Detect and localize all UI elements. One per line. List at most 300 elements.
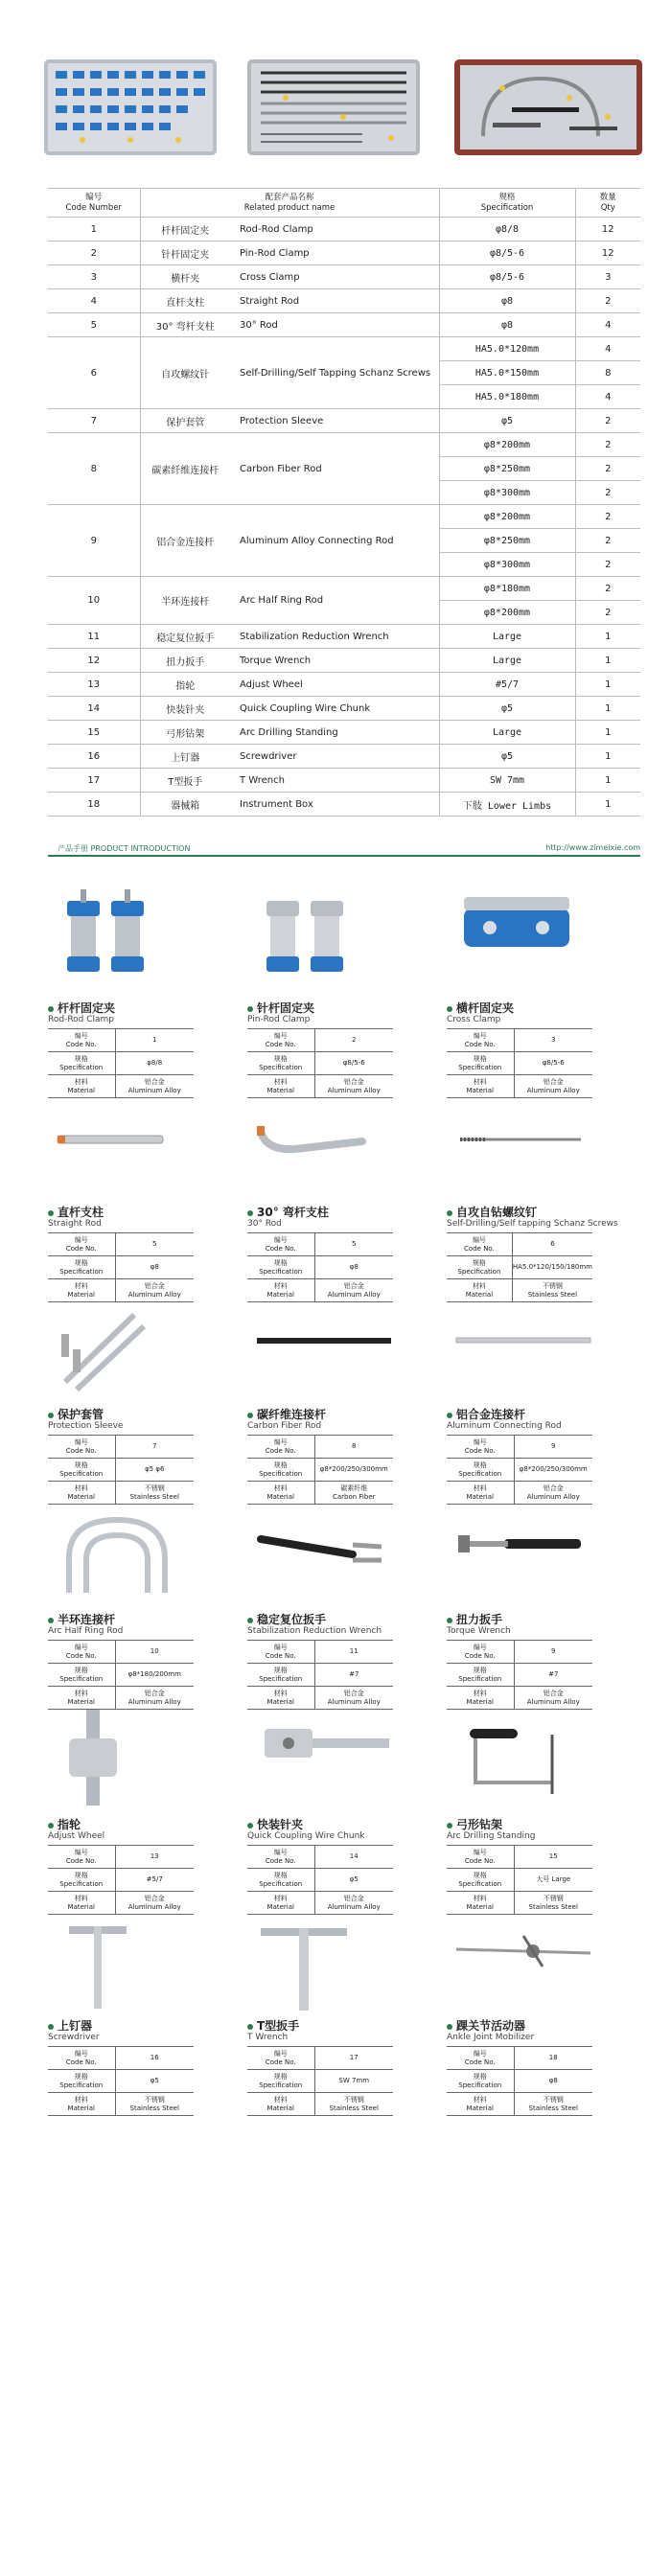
- table-row: [447, 1869, 592, 1892]
- catalog-item-title: 碳纤维连接杆: [247, 1406, 326, 1422]
- footer-brand: 产品手册 PRODUCT INTRODUCTION: [58, 844, 191, 853]
- row-code: 3: [48, 265, 140, 289]
- row-name-en: Straight Rod: [236, 289, 439, 313]
- row-qty: 8: [575, 361, 640, 385]
- row-spec: φ8*250mm: [439, 457, 575, 481]
- table-row: [447, 1846, 592, 1869]
- torque-wrench-icon: [447, 1501, 600, 1606]
- table-row: [247, 2093, 393, 2116]
- spec-value: 16: [115, 2047, 194, 2070]
- table-row: [48, 242, 640, 265]
- spec-key: 材料 Material: [247, 2093, 314, 2116]
- catalog-item-title: 保护套管: [48, 1406, 104, 1422]
- row-name-cn: 针杆固定夹: [140, 242, 236, 265]
- catalog-item-title: 半环连接杆: [48, 1611, 115, 1627]
- spec-value: 铝合金 Aluminum Alloy: [514, 1075, 592, 1098]
- spec-value: φ8*200/250/300mm: [314, 1459, 393, 1482]
- row-code: 7: [48, 409, 140, 433]
- straight-rod-icon: [48, 1093, 201, 1199]
- table-row: [447, 1029, 592, 1052]
- spec-key: 规格 Specification: [48, 1869, 115, 1892]
- spec-value: 14: [314, 1846, 393, 1869]
- row-spec: φ5: [439, 409, 575, 433]
- spec-key: 编号 Code No.: [48, 1846, 115, 1869]
- row-name-cn: T型扳手: [140, 769, 236, 793]
- reduction-wrench-icon: [247, 1501, 401, 1606]
- table-row: [247, 1664, 393, 1687]
- spec-value: 铝合金 Aluminum Alloy: [115, 1075, 194, 1098]
- spec-value: 不锈钢 Stainless Steel: [512, 1279, 592, 1302]
- spec-value: 1: [115, 1029, 194, 1052]
- spec-key: 编号 Code No.: [447, 1233, 512, 1256]
- table-row: [48, 1641, 194, 1664]
- table-row: [48, 265, 640, 289]
- spec-key: 编号 Code No.: [48, 1233, 115, 1256]
- table-row: [447, 1459, 592, 1482]
- row-code: 8: [48, 433, 140, 505]
- catalog-spec-table: [48, 1845, 194, 1915]
- row-qty: 1: [575, 673, 640, 697]
- row-spec: Large: [439, 625, 575, 649]
- table-row: [447, 1256, 592, 1279]
- spec-value: 17: [314, 2047, 393, 2070]
- row-code: 14: [48, 697, 140, 721]
- row-code: 9: [48, 505, 140, 577]
- spec-value: 7: [115, 1436, 194, 1459]
- table-row: [48, 1459, 194, 1482]
- bent-rod-icon: [247, 1093, 401, 1199]
- header-name: 配套产品名称 Related product name: [140, 189, 439, 218]
- row-spec: φ8/8: [439, 218, 575, 242]
- table-row: [48, 433, 640, 457]
- row-name-cn: 横杆夹: [140, 265, 236, 289]
- catalog-item-subtitle: Self-Drilling/Self tapping Schanz Screws: [447, 1219, 618, 1229]
- row-qty: 1: [575, 721, 640, 745]
- row-spec: HA5.0*150mm: [439, 361, 575, 385]
- spec-value: φ8: [314, 1256, 393, 1279]
- row-qty: 2: [575, 529, 640, 553]
- row-spec: HA5.0*180mm: [439, 385, 575, 409]
- table-row: [48, 505, 640, 529]
- spec-value: 9: [514, 1436, 592, 1459]
- row-name-en: Self-Drilling/Self Tapping Schanz Screws: [236, 337, 439, 409]
- spec-value: 铝合金 Aluminum Alloy: [115, 1687, 194, 1710]
- catalog-item-title: 指轮: [48, 1816, 81, 1832]
- row-name-cn: 器械箱: [140, 793, 236, 816]
- catalog-spec-table: [247, 1435, 393, 1505]
- spec-key: 编号 Code No.: [447, 1436, 514, 1459]
- catalog-item-subtitle: Aluminum Connecting Rod: [447, 1421, 562, 1431]
- spec-value: 11: [314, 1641, 393, 1664]
- row-spec: φ8/5-6: [439, 242, 575, 265]
- schanz-screw-icon: [447, 1093, 600, 1199]
- spec-value: 2: [314, 1029, 393, 1052]
- row-qty: 2: [575, 601, 640, 625]
- row-code: 13: [48, 673, 140, 697]
- spec-key: 编号 Code No.: [48, 2047, 115, 2070]
- spec-key: 规格 Specification: [247, 1664, 314, 1687]
- table-row: [48, 337, 640, 361]
- row-code: 1: [48, 218, 140, 242]
- table-row: [48, 2070, 194, 2093]
- table-row: [447, 2070, 592, 2093]
- row-name-en: T Wrench: [236, 769, 439, 793]
- spec-value: 铝合金 Aluminum Alloy: [314, 1279, 393, 1302]
- spec-key: 编号 Code No.: [48, 1641, 115, 1664]
- catalog-spec-table: [447, 2046, 592, 2116]
- catalog-item-subtitle: Arc Half Ring Rod: [48, 1626, 124, 1636]
- catalog-item-subtitle: Quick Coupling Wire Chunk: [247, 1831, 365, 1841]
- spec-table: [48, 188, 640, 816]
- header-qty: 数量 Qty: [575, 189, 640, 218]
- row-qty: 1: [575, 649, 640, 673]
- row-name-cn: 快装针夹: [140, 697, 236, 721]
- row-name-en: Rod-Rod Clamp: [236, 218, 439, 242]
- header-code: 编号 Code Number: [48, 189, 140, 218]
- table-row: [48, 721, 640, 745]
- row-qty: 4: [575, 385, 640, 409]
- tray-photo-tools: [454, 59, 642, 155]
- table-row: [247, 1459, 393, 1482]
- spec-value: 8: [314, 1436, 393, 1459]
- row-spec: φ5: [439, 745, 575, 769]
- catalog-spec-table: [247, 1640, 393, 1710]
- row-name-cn: 上钉器: [140, 745, 236, 769]
- spec-key: 规格 Specification: [48, 1459, 115, 1482]
- row-name-cn: 半环连接杆: [140, 577, 236, 625]
- spec-value: φ8: [514, 2070, 592, 2093]
- row-spec: φ8*200mm: [439, 601, 575, 625]
- table-row: [247, 1436, 393, 1459]
- spec-value: φ5 φ6: [115, 1459, 194, 1482]
- row-name-en: 30° Rod: [236, 313, 439, 337]
- catalog-spec-table: [247, 1845, 393, 1915]
- row-name-en: Screwdriver: [236, 745, 439, 769]
- catalog-item-subtitle: Cross Clamp: [447, 1015, 501, 1024]
- spec-value: 9: [514, 1641, 592, 1664]
- row-qty: 2: [575, 457, 640, 481]
- catalog-spec-table: [447, 1028, 592, 1098]
- catalog-item-subtitle: Screwdriver: [48, 2033, 100, 2042]
- table-row: [48, 1233, 194, 1256]
- spec-value: 铝合金 Aluminum Alloy: [314, 1687, 393, 1710]
- spec-key: 规格 Specification: [447, 2070, 514, 2093]
- table-row: [447, 1052, 592, 1075]
- table-row: [447, 1664, 592, 1687]
- catalog-item-title: 踝关节活动器: [447, 2017, 525, 2034]
- catalog-item-title: 自攻自钻螺纹钉: [447, 1204, 537, 1220]
- row-name-en: Aluminum Alloy Connecting Rod: [236, 505, 439, 577]
- row-code: 6: [48, 337, 140, 409]
- spec-value: 10: [115, 1641, 194, 1664]
- row-spec: φ8/5-6: [439, 265, 575, 289]
- spec-value: 铝合金 Aluminum Alloy: [115, 1892, 194, 1915]
- spec-key: 材料 Material: [48, 1892, 115, 1915]
- spec-key: 编号 Code No.: [48, 1029, 115, 1052]
- catalog-spec-table: [48, 2046, 194, 2116]
- spec-value: #7: [514, 1664, 592, 1687]
- spec-value: 18: [514, 2047, 592, 2070]
- spec-key: 材料 Material: [447, 1075, 514, 1098]
- row-name-cn: 直杆支柱: [140, 289, 236, 313]
- catalog-item-subtitle: Ankle Joint Mobilizer: [447, 2033, 535, 2042]
- catalog-spec-table: [247, 1232, 393, 1302]
- spec-value: #7: [314, 1664, 393, 1687]
- row-qty: 2: [575, 553, 640, 577]
- catalog-item-title: 铝合金连接杆: [447, 1406, 525, 1422]
- t-wrench-icon: [247, 1907, 401, 2012]
- spec-table-header: [48, 189, 640, 218]
- spec-value: 15: [514, 1846, 592, 1869]
- row-qty: 3: [575, 265, 640, 289]
- catalog-item-title: 快装针夹: [247, 1816, 303, 1832]
- row-qty: 2: [575, 577, 640, 601]
- catalog-item-title: 针杆固定夹: [247, 1000, 314, 1016]
- row-name-en: Stabilization Reduction Wrench: [236, 625, 439, 649]
- spec-key: 编号 Code No.: [447, 1846, 514, 1869]
- catalog-item-title: 直杆支柱: [48, 1204, 104, 1220]
- spec-key: 编号 Code No.: [247, 1641, 314, 1664]
- catalog-item-title: 上钉器: [48, 2017, 92, 2034]
- catalog-spec-table: [48, 1232, 194, 1302]
- spec-key: 规格 Specification: [48, 2070, 115, 2093]
- carbon-rod-icon: [247, 1296, 401, 1401]
- pin-rod-clamp-icon: [247, 889, 401, 995]
- catalog-item-subtitle: 30° Rod: [247, 1219, 282, 1229]
- row-qty: 2: [575, 289, 640, 313]
- catalog-item-subtitle: T Wrench: [247, 2033, 289, 2042]
- row-qty: 4: [575, 313, 640, 337]
- catalog-item-subtitle: Straight Rod: [48, 1219, 102, 1229]
- spec-value: φ8/5-6: [314, 1052, 393, 1075]
- catalog-spec-table: [48, 1028, 194, 1098]
- table-row: [247, 1641, 393, 1664]
- catalog-item-subtitle: Adjust Wheel: [48, 1831, 105, 1841]
- table-row: [48, 1052, 194, 1075]
- catalog-item-subtitle: Torque Wrench: [447, 1626, 511, 1636]
- row-code: 16: [48, 745, 140, 769]
- row-qty: 1: [575, 625, 640, 649]
- table-row: [247, 1846, 393, 1869]
- catalog-item-subtitle: Carbon Fiber Rod: [247, 1421, 322, 1431]
- row-spec: φ8: [439, 313, 575, 337]
- spec-value: 不锈钢 Stainless Steel: [115, 2093, 194, 2116]
- row-code: 11: [48, 625, 140, 649]
- table-row: [48, 1664, 194, 1687]
- table-row: [48, 625, 640, 649]
- catalog-spec-table: [447, 1845, 592, 1915]
- table-row: [48, 673, 640, 697]
- row-spec: φ8*180mm: [439, 577, 575, 601]
- table-row: [48, 1869, 194, 1892]
- spec-key: 材料 Material: [247, 1482, 314, 1505]
- row-code: 2: [48, 242, 140, 265]
- spec-key: 规格 Specification: [48, 1664, 115, 1687]
- catalog-item-subtitle: Protection Sleeve: [48, 1421, 124, 1431]
- spec-value: HA5.0*120/150/180mm: [512, 1256, 592, 1279]
- spec-value: 铝合金 Aluminum Alloy: [514, 1482, 592, 1505]
- half-ring-icon: [48, 1501, 201, 1606]
- row-qty: 2: [575, 481, 640, 505]
- rod-rod-clamp-icon: [48, 889, 201, 995]
- catalog-item-title: 弓形钻架: [447, 1816, 502, 1832]
- protection-sleeve-icon: [48, 1296, 201, 1401]
- table-row: [48, 313, 640, 337]
- quick-coupling-icon: [247, 1706, 401, 1811]
- spec-value: φ8/8: [115, 1052, 194, 1075]
- table-row: [48, 1846, 194, 1869]
- spec-value: φ5: [115, 2070, 194, 2093]
- row-name-en: Arc Half Ring Rod: [236, 577, 439, 625]
- row-spec: φ8*300mm: [439, 481, 575, 505]
- spec-key: 编号 Code No.: [247, 1233, 314, 1256]
- row-qty: 2: [575, 505, 640, 529]
- row-spec: SW 7mm: [439, 769, 575, 793]
- spec-key: 规格 Specification: [247, 1256, 314, 1279]
- spec-value: 铝合金 Aluminum Alloy: [314, 1075, 393, 1098]
- table-row: [48, 1256, 194, 1279]
- catalog-item-title: 横杆固定夹: [447, 1000, 514, 1016]
- spec-value: 5: [314, 1233, 393, 1256]
- spec-key: 材料 Material: [247, 1892, 314, 1915]
- spec-value: 大号 Large: [514, 1869, 592, 1892]
- row-qty: 12: [575, 218, 640, 242]
- spec-key: 材料 Material: [48, 1075, 115, 1098]
- footer-url: http://www.zimeixie.com: [545, 843, 640, 852]
- spec-key: 编号 Code No.: [48, 1436, 115, 1459]
- spec-key: 规格 Specification: [447, 1459, 514, 1482]
- row-name-en: Carbon Fiber Rod: [236, 433, 439, 505]
- table-row: [48, 745, 640, 769]
- spec-key: 编号 Code No.: [447, 1641, 514, 1664]
- catalog-spec-table: [247, 1028, 393, 1098]
- table-row: [48, 697, 640, 721]
- spec-key: 材料 Material: [247, 1687, 314, 1710]
- catalog-spec-table: [48, 1435, 194, 1505]
- catalog-item-title: 稳定复位扳手: [247, 1611, 326, 1627]
- row-spec: HA5.0*120mm: [439, 337, 575, 361]
- spec-key: 规格 Specification: [48, 1052, 115, 1075]
- spec-value: 铝合金 Aluminum Alloy: [514, 1687, 592, 1710]
- row-spec: φ5: [439, 697, 575, 721]
- table-row: [247, 1029, 393, 1052]
- catalog-item-subtitle: Rod-Rod Clamp: [48, 1015, 115, 1024]
- aluminum-rod-icon: [447, 1296, 600, 1401]
- spec-value: 5: [115, 1233, 194, 1256]
- row-code: 12: [48, 649, 140, 673]
- row-qty: 2: [575, 409, 640, 433]
- page-footer: [48, 841, 640, 857]
- spec-value: 3: [514, 1029, 592, 1052]
- instrument-box-photos: [44, 59, 640, 155]
- spec-key: 编号 Code No.: [247, 1436, 314, 1459]
- spec-value: φ8*200/250/300mm: [514, 1459, 592, 1482]
- table-row: [48, 793, 640, 816]
- spec-key: 编号 Code No.: [447, 1029, 514, 1052]
- spec-key: 材料 Material: [447, 1687, 514, 1710]
- row-qty: 1: [575, 745, 640, 769]
- row-name-cn: 稳定复位扳手: [140, 625, 236, 649]
- row-code: 18: [48, 793, 140, 816]
- row-name-cn: 铝合金连接杆: [140, 505, 236, 577]
- spec-key: 编号 Code No.: [247, 1029, 314, 1052]
- table-row: [48, 769, 640, 793]
- spec-value: φ8/5-6: [514, 1052, 592, 1075]
- row-name-cn: 弓形钻架: [140, 721, 236, 745]
- spec-value: 碳素纤维 Carbon Fiber: [314, 1482, 393, 1505]
- table-row: [48, 1436, 194, 1459]
- table-row: [48, 2093, 194, 2116]
- table-row: [247, 1052, 393, 1075]
- row-spec: #5/7: [439, 673, 575, 697]
- table-row: [48, 289, 640, 313]
- spec-value: 不锈钢 Stainless Steel: [514, 2093, 592, 2116]
- spec-key: 规格 Specification: [247, 1052, 314, 1075]
- tray-photo-clamps: [44, 59, 217, 155]
- catalog-item-title: 杆杆固定夹: [48, 1000, 115, 1016]
- spec-value: φ8: [115, 1256, 194, 1279]
- table-row: [247, 1233, 393, 1256]
- spec-value: φ8*180/200mm: [115, 1664, 194, 1687]
- row-qty: 12: [575, 242, 640, 265]
- row-name-en: Adjust Wheel: [236, 673, 439, 697]
- row-code: 17: [48, 769, 140, 793]
- table-row: [447, 1233, 592, 1256]
- tray-photo-rods: [247, 59, 420, 155]
- catalog-item-title: 扭力扳手: [447, 1611, 502, 1627]
- row-qty: 2: [575, 433, 640, 457]
- row-spec: Large: [439, 649, 575, 673]
- spec-value: #5/7: [115, 1869, 194, 1892]
- row-name-en: Torque Wrench: [236, 649, 439, 673]
- row-name-cn: 自攻螺纹针: [140, 337, 236, 409]
- row-name-cn: 30° 弯杆支柱: [140, 313, 236, 337]
- catalog-item-subtitle: Pin-Rod Clamp: [247, 1015, 311, 1024]
- spec-key: 材料 Material: [48, 1482, 115, 1505]
- row-spec: φ8*250mm: [439, 529, 575, 553]
- table-row: [447, 2047, 592, 2070]
- catalog-item-subtitle: Stabilization Reduction Wrench: [247, 1626, 382, 1636]
- header-spec: 规格 Specification: [439, 189, 575, 218]
- ankle-mobilizer-icon: [447, 1907, 600, 2012]
- spec-value: 不锈钢 Stainless Steel: [514, 1892, 592, 1915]
- spec-key: 材料 Material: [247, 1075, 314, 1098]
- catalog-item-title: 30° 弯杆支柱: [247, 1204, 329, 1220]
- row-spec: φ8: [439, 289, 575, 313]
- row-code: 5: [48, 313, 140, 337]
- row-name-cn: 扭力扳手: [140, 649, 236, 673]
- table-row: [247, 2047, 393, 2070]
- catalog-item-title: T型扳手: [247, 2017, 299, 2034]
- arc-drill-icon: [447, 1706, 600, 1811]
- screwdriver-icon: [48, 1907, 201, 2012]
- spec-key: 编号 Code No.: [247, 1846, 314, 1869]
- spec-key: 规格 Specification: [48, 1256, 115, 1279]
- row-code: 15: [48, 721, 140, 745]
- row-name-en: Instrument Box: [236, 793, 439, 816]
- catalog-spec-table: [447, 1435, 592, 1505]
- catalog-spec-table: [247, 2046, 393, 2116]
- spec-key: 材料 Material: [48, 1687, 115, 1710]
- table-row: [48, 409, 640, 433]
- row-spec: Large: [439, 721, 575, 745]
- table-row: [48, 1029, 194, 1052]
- row-spec: 下肢 Lower Limbs: [439, 793, 575, 816]
- spec-key: 规格 Specification: [247, 1869, 314, 1892]
- spec-key: 材料 Material: [447, 2093, 514, 2116]
- spec-key: 规格 Specification: [447, 1664, 514, 1687]
- row-name-en: Arc Drilling Standing: [236, 721, 439, 745]
